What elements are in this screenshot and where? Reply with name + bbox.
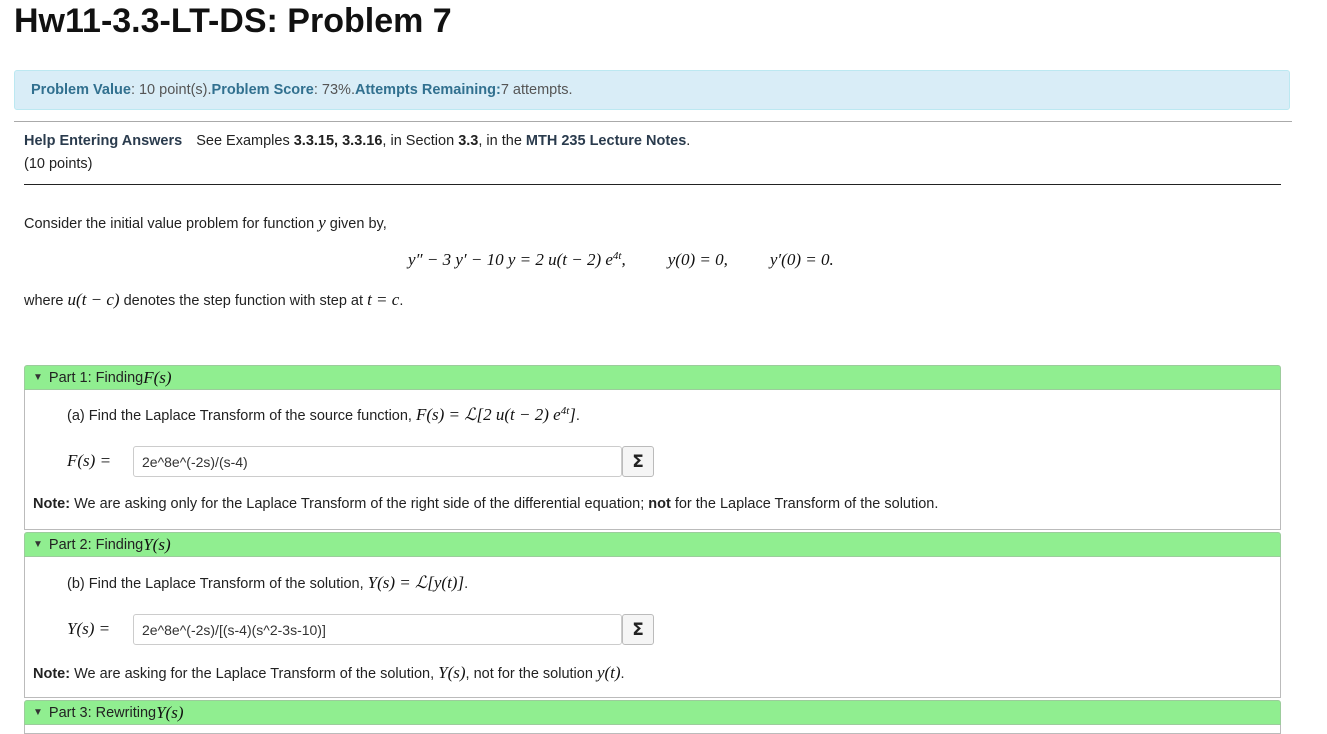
help-section: 3.3: [458, 133, 479, 149]
part-2-note-end: .: [620, 666, 625, 682]
equation-comma: ,: [621, 250, 626, 269]
part-2-answer-input[interactable]: [133, 614, 622, 645]
problem-score-box: [14, 70, 1290, 110]
part-1-question-text: (a) Find the Laplace Transform of the source function,: [67, 408, 416, 424]
differential-equation: [408, 250, 834, 270]
part-2-note-math: Y(s): [438, 663, 466, 682]
part-1-question: [67, 405, 580, 425]
help-entering-answers-link[interactable]: Help Entering Answers: [24, 133, 183, 149]
collapse-triangle-icon: ▼: [33, 707, 43, 718]
help-row: [24, 133, 690, 149]
part-3-header-text: Part 3: Rewriting: [48, 704, 157, 721]
help-examples: 3.3.15, 3.3.16: [293, 133, 383, 149]
step-function-note: [24, 290, 403, 310]
part-1-note-pre: We are asking only for the Laplace Transform of the right side of the differential equation;: [70, 496, 649, 512]
part-2-question-text: (b) Find the Laplace Transform of the solution,: [67, 576, 368, 592]
part-1-body: [24, 390, 1281, 530]
problem-value-text: : 10 point(s).: [130, 82, 212, 98]
collapse-triangle-icon: ▼: [33, 372, 43, 383]
collapse-triangle-icon: ▼: [33, 539, 43, 550]
part-1-note-not: not: [648, 496, 671, 512]
problem-value-label: Problem Value: [31, 82, 131, 98]
divider: [24, 184, 1281, 185]
part-2-answer-label: Y(s) =: [67, 619, 111, 638]
attempts-remaining-text: 7 attempts.: [500, 82, 573, 98]
equation-editor-button[interactable]: Σ: [622, 446, 654, 477]
where-math2: t = c: [367, 290, 400, 309]
intro-pre: Consider the initial value problem for function: [24, 216, 319, 232]
intro-var: y: [318, 213, 326, 232]
part-1-answer-input[interactable]: [133, 446, 622, 477]
where-mid: denotes the step function with step at: [119, 293, 368, 309]
part-2-header-text: Part 2: Finding: [48, 536, 144, 553]
part-2-question: [67, 573, 468, 593]
problem-points: (10 points): [24, 156, 93, 172]
part-2-note: [33, 663, 625, 683]
initial-condition-1: y(0) = 0,: [667, 250, 728, 269]
part-1-header-math: F(s): [143, 367, 172, 387]
part-2-note-bold: Note:: [33, 666, 71, 682]
where-end: .: [399, 293, 404, 309]
part-2-note-pre: We are asking for the Laplace Transform of the solution,: [70, 666, 439, 682]
problem-intro: [24, 213, 387, 233]
part-1-note: [33, 496, 938, 512]
equation-exponent: 4t: [612, 250, 622, 263]
equation-editor-button[interactable]: Σ: [622, 614, 654, 645]
part-2-question-end: .: [464, 576, 469, 592]
initial-condition-2: y′(0) = 0.: [769, 250, 834, 269]
part-3-header-math: Y(s): [156, 702, 184, 722]
where-pre: where: [24, 293, 68, 309]
attempts-remaining-label: Attempts Remaining:: [354, 82, 501, 98]
part-1-note-post: for the Laplace Transform of the solution.: [670, 496, 939, 512]
part-1-answer-label: F(s) =: [67, 451, 112, 470]
part-3-body: [24, 725, 1281, 734]
part-2-note-math2: y(t): [596, 663, 621, 682]
help-in-section: , in Section: [382, 133, 459, 149]
divider: [14, 121, 1292, 122]
part-1-header-text: Part 1: Finding: [48, 369, 144, 386]
problem-score-text: : 73%.: [313, 82, 355, 98]
where-math: u(t − c): [67, 290, 120, 309]
lecture-notes-link[interactable]: MTH 235 Lecture Notes: [525, 133, 687, 149]
part-2-body: [24, 557, 1281, 698]
page-title: Hw11-3.3-LT-DS: Problem 7: [14, 2, 452, 40]
help-see-text: See Examples: [196, 133, 294, 149]
intro-post: given by,: [325, 216, 387, 232]
part-3-header[interactable]: [24, 700, 1281, 725]
part-1-header[interactable]: [24, 365, 1281, 390]
part-1-question-exp: 4t: [560, 405, 570, 418]
help-end: .: [686, 133, 691, 149]
part-1-question-end: .: [575, 408, 580, 424]
equation-main: y″ − 3 y′ − 10 y = 2 u(t − 2) e: [408, 250, 613, 269]
part-2-header-math: Y(s): [143, 534, 171, 554]
part-2-header[interactable]: [24, 532, 1281, 557]
part-2-question-math: Y(s) = ℒ[y(t)]: [367, 573, 465, 592]
problem-score-label: Problem Score: [211, 82, 314, 98]
part-2-note-mid: , not for the solution: [465, 666, 597, 682]
part-1-question-math: F(s) = ℒ[2 u(t − 2) e: [415, 405, 561, 424]
part-1-note-bold: Note:: [33, 496, 71, 512]
help-in-the: , in the: [478, 133, 526, 149]
part-1-question-close: ]: [569, 405, 576, 424]
